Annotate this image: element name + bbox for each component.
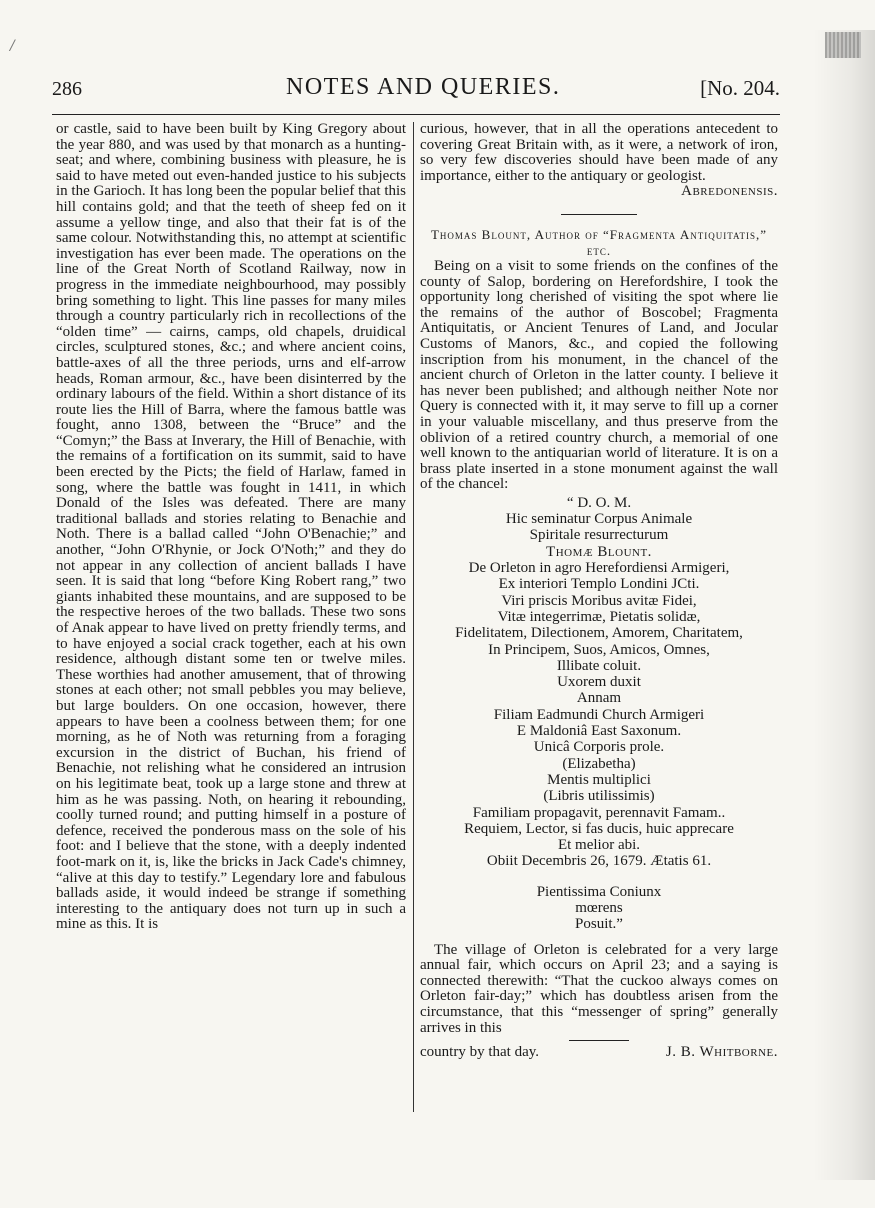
inscription-line: Hic seminatur Corpus Animale bbox=[505, 511, 693, 528]
final-line: country by that day. bbox=[420, 1044, 539, 1061]
inscription-line: Vitæ integerrimæ, Pietatis solidæ, bbox=[497, 608, 701, 625]
left-column-text: or castle, said to have been built by King Gregory about the year 880, and was used by that monarch as a hunting-seat; and where, combining business with pleasure, he is said to have meted out even-handed justice to his subjects in the Garioch. It has long been the popular belief that this hill contains gold; and that the teeth of sheep fed on it assume a yellow tinge, and also that their fat is of the same colour. Notwithstanding this, no attempt at scientific investigation has ever been made. The operations on the line of the Great North of Scotland Railway, now in progress in the immediate neighbourhood, may possibly bring something to light. This line passes for many miles through a country particularly rich in recollections of the “olden time” — cairns, camps, old chapels, druidical circles, sculptured stones, &c.; and where ancient coins, battle-axes of all the three periods, urns and elf-arrow heads, Roman armour, &c., have been disinterred by the ordinary labours of the field. Within a short distance of its route lies the Hill of Barra, where the famous battle was fought, anno 1308, between the “Bruce” and the “Comyn;” the Bass at Inverary, the Hill of Benachie, with the remains of a fortification on its summit, said to have been erected by the Picts; the field of Harlaw, famed in song, where the battle was fought in 1411, in which Donald of the Isles was defeated. There are many traditional ballads and stories relating to Benachie and Noth. There is a ballad called “John O'Benachie;” and another, “John O'Rhynie, or Jock O'Noth;” and they do not appear in any collection of ancient ballads I have seen. It is said that long “before King Robert rang,” two giants inhabited these mountains, and are supposed to be the respective heroes of the two ballads. These two sons of Anak appear to have lived on pretty friendly terms, and to have enjoyed a social crack together, each at his own residence, although distant some ten or twelve miles. These worthies had another amusement, that of throwing stones at each other; not small pebbles you may believe, but large boulders. On one occasion, however, there appears to have been a coolness between them; for one morning, as he of Noth was returning from a foraging excursion in the district of Buchan, his friend of Benachie, not relishing what he considered an intrusion on his legitimate beat, took up a large stone and threw at him as he was passing. Noth, on hearing it rebounding, coolly turned round; and putting himself in a posture of defence, received the ponderous mass on the sole of his foot: and I believe that the stone, with a deeply indented foot-mark on it, is, like the bricks in Jack Cade's chimney, “alive at this day to testify.” Legendary lore and fabulous ballads aside, it would indeed be strange if something interesting to the antiquary does not turn up in such a mine as this. It is bbox=[56, 122, 406, 933]
inscription bbox=[420, 495, 778, 933]
continuation-signature: Abredonensis. bbox=[681, 183, 778, 200]
binding-tab bbox=[825, 32, 861, 58]
conclusion-paragraph: The village of Orleton is celebrated for a very large annual fair, which occurs on April 23; and a saying is connected therewith: “That the cuckoo always comes on Orleton fair-day;” which has doubtless arisen from the circumstance, that this “messenger of spring” generally arrives in this bbox=[420, 941, 778, 1036]
author-signature: J. B. Whitborne. bbox=[665, 1044, 778, 1061]
intro-paragraph: Being on a visit to some friends on the confines of the county of Salop, bordering on Herefordshire, I took the opportunity long cherished of visiting the spot where lie the remains of the author of Boscobel; Fragmenta Antiquitatis, or Ancient Tenures of Land, and Jocular Customs of Manors, &c., and copied the following inscription from his monument, in the chancel of the ancient church of Orleton in the latter county. I believe it has never been published; and although neither Note nor Query is connected with it, it may serve to fill up a corner in your valuable miscellany, and thus preserve from the oblivion of a retired country church, a memorial of one well known to the antiquarian world of literature. It is on a brass plate inserted in a stone monument against the wall of the chancel: bbox=[420, 257, 778, 493]
continuation-text: curious, however, that in all the operations antecedent to covering Great Britain with, as it were, a network of iron, so very few discoveries should have been made of any importance, either to the antiquary or geologist. bbox=[420, 121, 778, 184]
inscription-line: Viri priscis Moribus avitæ Fidei, bbox=[501, 592, 697, 609]
inscription-closing-line: Posuit.” bbox=[575, 916, 623, 933]
margin-mark: / bbox=[10, 38, 15, 54]
inscription-line: Thomæ Blount. bbox=[546, 543, 652, 560]
page-header bbox=[52, 74, 780, 112]
inscription-line: Spiritale resurrecturum bbox=[529, 527, 669, 544]
inscription-line: (Libris utilissimis) bbox=[543, 788, 655, 805]
inscription-line: Annam bbox=[576, 690, 622, 707]
inscription-line: Ex interiori Templo Londini JCti. bbox=[498, 576, 700, 593]
running-title: NOTES AND QUERIES. bbox=[286, 74, 561, 100]
continuation-signature-line bbox=[420, 184, 778, 200]
page-number: 286 bbox=[52, 78, 82, 100]
inscription-line: In Principem, Suos, Amicos, Omnes, bbox=[488, 641, 710, 658]
binding-shadow bbox=[813, 30, 875, 1180]
inscription-closing-line: Pientissima Coniunx bbox=[536, 883, 662, 900]
inscription-line: Familiam propagavit, perennavit Famam.. bbox=[472, 804, 726, 821]
inscription-line: Et melior abi. bbox=[557, 837, 641, 854]
issue-number: [No. 204. bbox=[700, 76, 780, 100]
inscription-line: Mentis multiplici bbox=[547, 771, 651, 788]
left-column bbox=[56, 122, 406, 1112]
article-title: Thomas Blount, Author of “Fragmenta Antiquitatis,” etc. bbox=[430, 226, 768, 258]
inscription-line: Filiam Eadmundi Church Armigeri bbox=[493, 706, 705, 723]
inscription-line: Requiem, Lector, si fas ducis, huic apprecare bbox=[464, 820, 734, 837]
inscription-line: E Maldoniâ East Saxonum. bbox=[516, 723, 682, 740]
inscription-line: De Orleton in agro Herefordiensi Armigeri, bbox=[468, 560, 730, 577]
inscription-line: Uxorem duxit bbox=[557, 674, 641, 691]
inscription-line: Unicâ Corporis prole. bbox=[533, 739, 665, 756]
inscription-line: Obiit Decembris 26, 1679. Ætatis 61. bbox=[486, 853, 712, 870]
inscription-line: (Elizabetha) bbox=[562, 755, 636, 772]
section-rule bbox=[561, 214, 637, 215]
header-rule bbox=[52, 114, 780, 115]
column-divider bbox=[413, 122, 414, 1112]
inscription-line: “ D. O. M. bbox=[566, 494, 632, 511]
signature-line bbox=[420, 1045, 778, 1061]
inscription-line: Fidelitatem, Dilectionem, Amorem, Charitatem, bbox=[455, 625, 743, 642]
inscription-line: Illibate coluit. bbox=[556, 657, 642, 674]
right-column bbox=[420, 122, 778, 1061]
signature-rule bbox=[569, 1040, 629, 1041]
inscription-closing-line: mœrens bbox=[575, 900, 623, 916]
